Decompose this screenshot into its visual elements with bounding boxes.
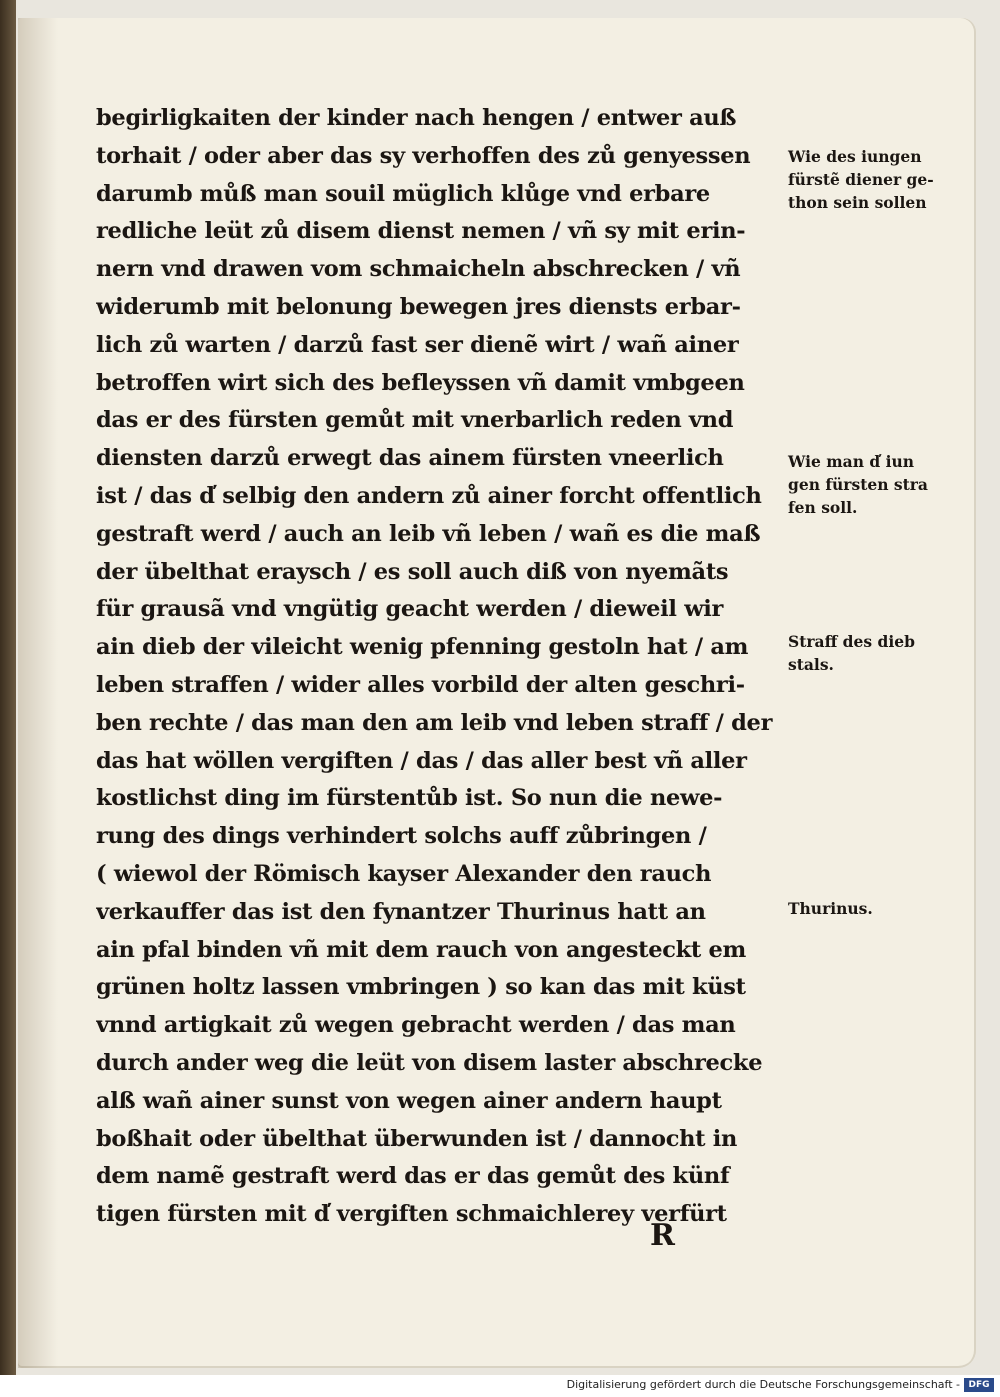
text-line: betroffen wirt sich des befleyssen vñ damit vmbgeen	[96, 369, 745, 396]
gloss-line: fürstẽ diener ge-	[788, 170, 934, 189]
text-line: ist / das d̕ selbig den andern zů ainer forcht offentlich	[96, 482, 762, 509]
marginal-gloss-theft	[788, 630, 968, 676]
footer-credit: Digitalisierung gefördert durch die Deutsche Forschungsgemeinschaft -	[566, 1378, 960, 1391]
text-line: der übelthat eraysch / es soll auch diß von nyemãts	[96, 558, 729, 585]
text-line: ain dieb der vileicht wenig pfenning gestoln hat / am	[96, 634, 749, 661]
text-line: redliche leüt zů disem dienst nemen / vñ sy mit erin-	[96, 218, 746, 245]
dfg-logo: DFG	[964, 1378, 994, 1392]
gloss-line: fen soll.	[788, 498, 858, 517]
text-line: ben rechte / das man den am leib vnd leben straff / der	[96, 709, 773, 736]
gutter-shadow	[18, 18, 58, 1368]
text-line: gestraft werd / auch an leib vñ leben / wañ es die maß	[96, 520, 761, 547]
main-text-block	[96, 100, 776, 1234]
marginal-gloss-thurinus	[788, 897, 968, 920]
book-binding	[0, 0, 16, 1375]
text-line: grünen holtz lassen vmbringen ) so kan das mit küst	[96, 974, 746, 1001]
text-line: widerumb mit belonung bewegen jres diensts erbar-	[96, 293, 741, 320]
text-line: für grausã vnd vngütig geacht werden / dieweil wir	[96, 596, 724, 623]
text-line: verkauffer das ist den fynantzer Thurinus hatt an	[96, 898, 706, 925]
text-line: ( wiewol der Römisch kayser Alexander den rauch	[96, 860, 712, 887]
gloss-line: thon sein sollen	[788, 193, 927, 212]
text-line: dem namẽ gestraft werd das er das gemůt des künf	[96, 1163, 730, 1190]
text-line: diensten darzů erwegt das ainem fürsten vneerlich	[96, 445, 724, 472]
text-line: vnnd artigkait zů wegen gebracht werden / das man	[96, 1012, 736, 1039]
marginal-gloss-punishment	[788, 450, 968, 519]
text-line: lich zů warten / darzů fast ser dienẽ wirt / wañ ainer	[96, 331, 739, 358]
gloss-line: Straff des dieb	[788, 632, 915, 651]
text-line: das er des fürsten gemůt mit vnerbarlich reden vnd	[96, 407, 734, 434]
gloss-line: Wie des iungen	[788, 147, 922, 166]
text-line: tigen fürsten mit d̕ vergiften schmaichlerey verfürt	[96, 1201, 727, 1228]
footer-bar	[0, 1375, 1000, 1397]
text-line: rung des dings verhindert solchs auff zůbringen /	[96, 823, 707, 850]
text-line: durch ander weg die leüt von disem laster abschrecke	[96, 1049, 763, 1076]
text-line: alß wañ ainer sunst von wegen ainer andern haupt	[96, 1087, 722, 1114]
text-line: ain pfal binden vñ mit dem rauch von angesteckt em	[96, 936, 747, 963]
text-line: das hat wöllen vergiften / das / das aller best vñ aller	[96, 747, 747, 774]
gloss-line: stals.	[788, 655, 834, 674]
text-line: kostlichst ding im fürstentůb ist. So nun die newe-	[96, 785, 723, 812]
marginal-gloss-servants	[788, 145, 968, 214]
gloss-line: Wie man d̕ iun	[788, 452, 915, 471]
gloss-line: gen fürsten stra	[788, 475, 928, 494]
signature-mark: R	[650, 1218, 675, 1253]
text-line: leben straffen / wider alles vorbild der alten geschri-	[96, 671, 745, 698]
gloss-line: Thurinus.	[788, 899, 873, 918]
text-line: darumb můß man souil müglich klůge vnd erbare	[96, 180, 710, 207]
text-line: torhait / oder aber das sy verhoffen des zů genyessen	[96, 142, 751, 169]
text-line: begirligkaiten der kinder nach hengen / entwer auß	[96, 105, 737, 131]
text-line: nern vnd drawen vom schmaicheln abschrecken / vñ	[96, 256, 741, 283]
text-line: boßhait oder übelthat überwunden ist / dannocht in	[96, 1125, 738, 1152]
